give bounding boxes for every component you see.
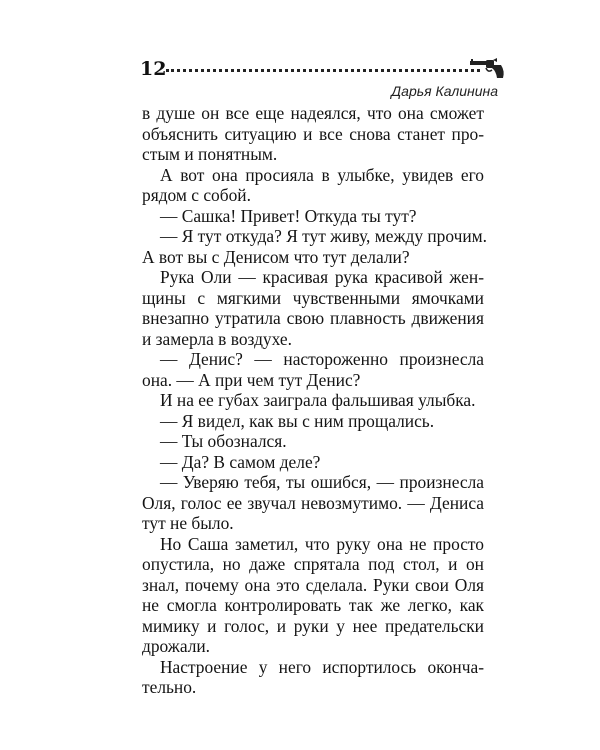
text-line: опустила, но даже спрятала под стол, и он [142,554,484,574]
text-line: щины с мягкими чувственными ямочками [142,287,484,308]
text-line: не смогла контролировать так же легко, как [142,595,484,615]
text-line: Оля, голос ее звучал невозмутимо. — Дениса [142,492,484,513]
text-line: А вот она просияла в улыбке, увидев его [160,164,484,185]
text-line: Рука Оли — красивая рука красивой жен- [160,267,484,287]
text-line: — Я тут откуда? Я тут живу, между прочим. [160,226,488,246]
text-line: Но Саша заметил, что руку она не просто [160,533,484,554]
body-text [142,103,488,698]
text-line: она. — А при чем тут Денис? [142,369,361,390]
text-line: И на ее губах заиграла фальшивая улыбка. [160,390,476,410]
running-title: Дарья Калинина [391,83,498,99]
text-line: и замерла в воздухе. [142,328,292,349]
text-line: — Я видел, как вы с ним прощались. [160,410,435,431]
text-line: рядом с собой. [142,185,251,205]
text-line: внезапно утратила свою плавность движения [142,308,484,328]
header-dotted-rule [166,69,480,72]
text-line: в душе он все еще надеялся, что она сможет [142,103,484,123]
text-line: — Ты обознался. [160,431,287,451]
page-number: 12 [140,58,167,80]
text-line: Настроение у него испортилось оконча- [160,656,484,677]
text-line: тут не было. [142,513,234,533]
text-line: мимику и голос, и руки у нее предательски [142,615,484,636]
text-line: тельно. [142,677,197,697]
text-line: — Да? В самом деле? [160,451,321,472]
text-line: знал, почему она это сделала. Руки свои Оля [142,574,484,595]
revolver-icon [468,58,506,80]
text-line: — Сашка! Привет! Откуда ты тут? [160,205,417,226]
text-line: А вот вы с Денисом что тут делали? [142,246,410,267]
text-line: — Денис? — настороженно произнесла [160,349,484,369]
running-header [140,50,512,99]
text-line: стым и понятным. [142,144,278,164]
text-line: — Уверяю тебя, ты ошибся, — произнесла [160,472,484,492]
text-line: дрожали. [142,636,211,656]
text-line: объяснить ситуацию и все снова станет про- [142,123,484,144]
